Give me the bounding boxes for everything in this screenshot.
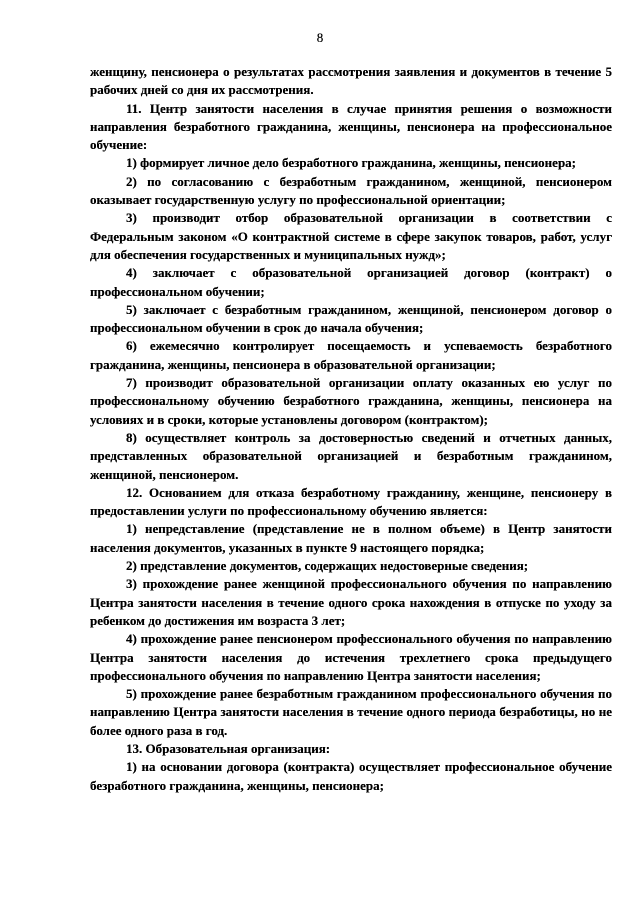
document-body [90,63,612,795]
list-item-11-2: 2) по согласованию с безработным гражданином, женщиной, пенсионером оказывает государственную услугу по профессиональной ориентации; [90,173,612,208]
list-item-11-5: 5) заключает с безработным гражданином, женщиной, пенсионером договор о профессиональном обучении в срок до начала обучения; [90,301,612,336]
list-item-12-2: 2) представление документов, содержащих недостоверные сведения; [126,558,529,574]
list-item-11-7: 7) производит образовательной организации оплату оказанных ею услуг по профессиональному обучению безработного гражданина, женщины, пенсионера на условиях и в сроки, которые установлены договором (контрактом); [90,375,612,427]
paragraph-clause-12: 12. Основанием для отказа безработному гражданину, женщине, пенсионеру в предоставлении услуги по профессиональному обучению является: [90,484,612,519]
list-item-12-1: 1) непредставление (представление не в полном объеме) в Центр занятости населения документов, указанных в пункте 9 настоящего порядка; [90,521,612,555]
list-item-12-4: 4) прохождение ранее пенсионером профессионального обучения по направлению Центра занятости населения до истечения трехлетнего срока предыдущего профессионального обучения по направлению Центра занятости населения; [90,631,612,683]
list-item-11-4: 4) заключает с образовательной организацией договор (контракт) о профессиональном обучении; [90,265,612,299]
paragraph-clause-13: 13. Образовательная организация: [126,740,331,756]
list-item-12-3: 3) прохождение ранее женщиной профессионального обучения по направлению Центра занятости населения в течение одного срока нахождения в отпуске по уходу за ребенком до достижения им возраста 3 лет; [90,576,612,628]
list-item-12-5: 5) прохождение ранее безработным гражданином профессионального обучения по направлению Центра занятости населения в течение одного периода безработицы, но не более одного раза в год. [90,686,612,738]
list-item-11-3: 3) производит отбор образовательной организации в соответствии с Федеральным законом «О контрактной системе в сфере закупок товаров, работ, услуг для обеспечения государственных и муниципальных нужд»; [90,210,612,262]
list-item-13-1: 1) на основании договора (контракта) осуществляет профессиональное обучение безработного гражданина, женщины, пенсионера; [90,759,612,793]
list-item-11-8: 8) осуществляет контроль за достоверностью сведений и отчетных данных, представленных образовательной организацией и безработным гражданином, женщиной, пенсионером. [90,429,612,482]
paragraph-clause-11: 11. Центр занятости населения в случае принятия решения о возможности направления безработного гражданина, женщины, пенсионера на профессиональное обучение: [90,100,612,153]
paragraph-continuation: женщину, пенсионера о результатах рассмотрения заявления и документов в течение 5 рабочих дней со дня их рассмотрения. [90,64,612,98]
list-item-11-6: 6) ежемесячно контролирует посещаемость и успеваемость безработного гражданина, женщины, пенсионера в образовательной организации; [90,338,612,372]
list-item-11-1: 1) формирует личное дело безработного гражданина, женщины, пенсионера; [126,155,577,171]
page-number: 8 [316,30,324,45]
